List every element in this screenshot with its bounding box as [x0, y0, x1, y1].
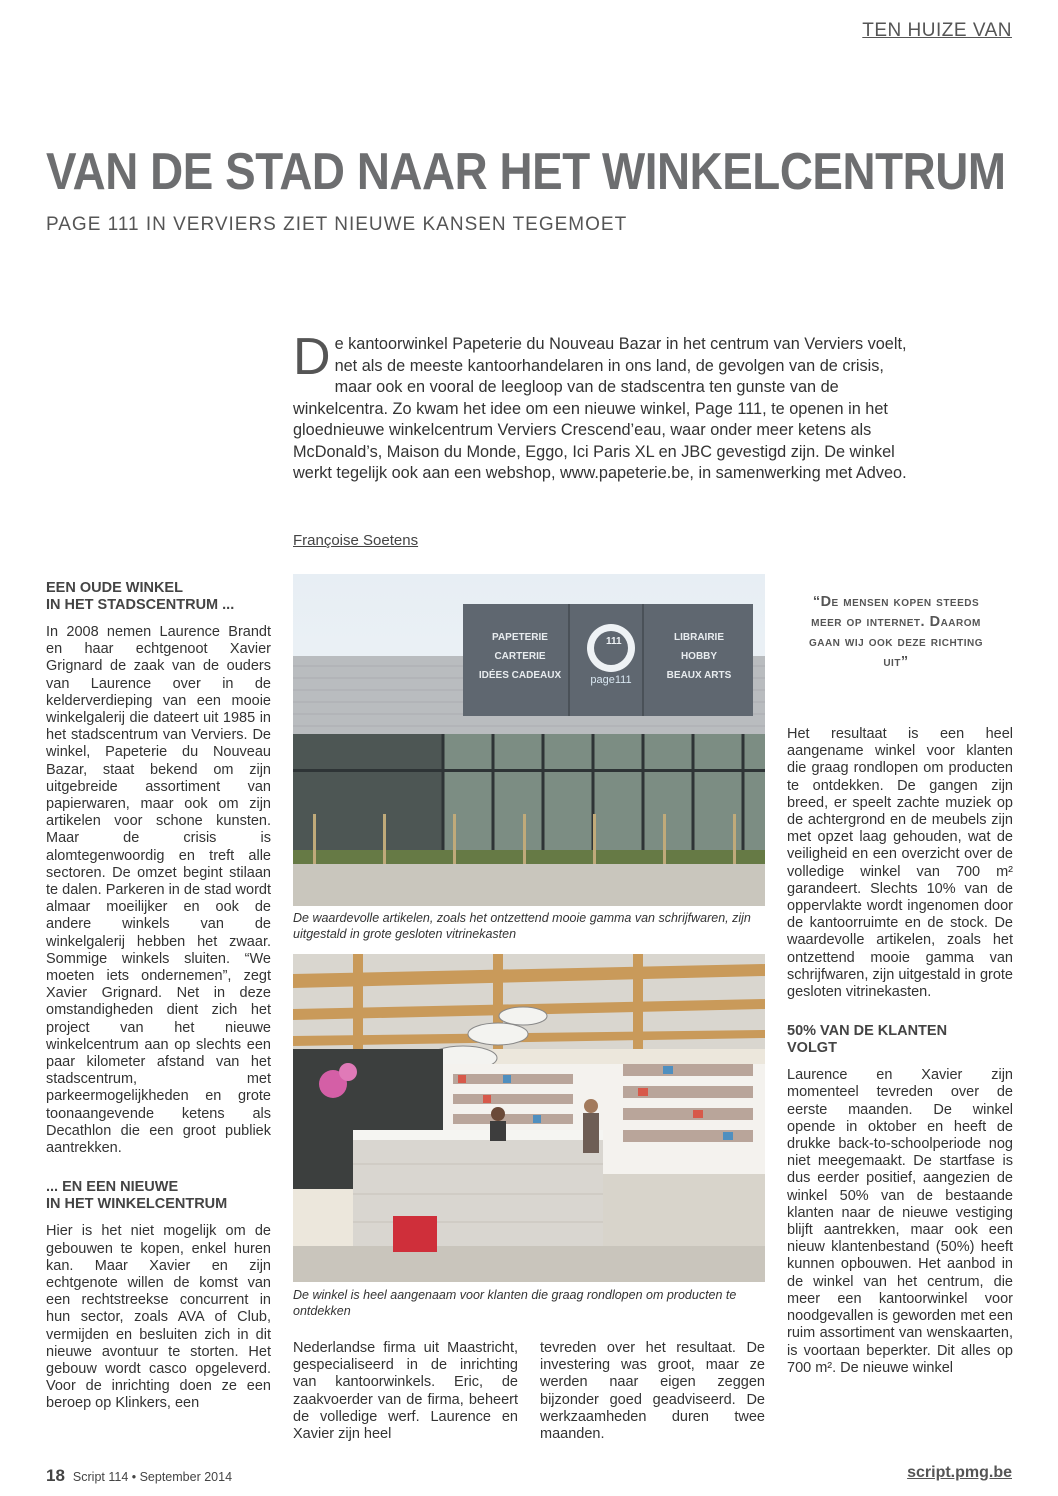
storefront-photo — [293, 574, 765, 906]
intro-text: e kantoorwinkel Papeterie du Nouveau Bazar in het centrum van Verviers voelt, net als de meeste kantoorhandelaren in ons land, de gevolgen van de crisis, maar ook en vooral de leegloop van de stadscentra ten gunste van de winkelcentra. Zo kwam het idee om een nieuwe winkel, Page 111, te openen in het gloednieuwe winkelcentrum Verviers Crescend’eau, waar onder meer ketens als McDonald’s, Maison du Monde, Eggo, Ici Paris XL en JBC gevestigd zijn. De winkel werkt tegelijk ook aan een webshop, www.papeterie.be, in samenwerking met Adveo. — [293, 335, 907, 482]
headline: VAN DE STAD NAAR HET WINKELCENTRUM — [46, 143, 1006, 201]
sign-text: CARTERIE — [494, 651, 546, 662]
sign-text: IDÉES CADEAUX — [478, 670, 562, 681]
photo-caption-1: De waardevolle artikelen, zoals het ontzettend mooie gamma van schrijfwaren, zijn uitgestald in grote gesloten vitrinekasten — [293, 911, 751, 941]
author-byline: Françoise Soetens — [293, 532, 419, 549]
section-heading-2-line1: ... EN EEN NIEUWE — [46, 1179, 179, 1196]
section-heading-3-line1: 50% VAN DE KLANTEN — [787, 1023, 948, 1040]
dropcap: D — [293, 328, 331, 386]
footer-info — [46, 1466, 232, 1486]
publication-info: Script 114 • September 2014 — [72, 1470, 233, 1484]
section-label: TEN HUIZE VAN — [862, 20, 1012, 41]
sign-text: PAPETERIE — [492, 632, 548, 643]
sign-left — [477, 628, 563, 685]
sign-text: LIBRAIRIE — [674, 632, 724, 643]
logo-number: 111 — [606, 636, 622, 647]
section-heading-1-line1: EEN OUDE WINKEL — [46, 580, 183, 596]
section-heading-2-line2: IN HET WINKELCENTRUM — [46, 1196, 228, 1213]
intro-paragraph — [293, 328, 915, 485]
body-paragraph: Nederlandse firma uit Maastricht, gespecialiseerd in de inrichting van kantoorwinkels. Eric, de zaakvoerder van de firma, beheert de volledige werf. Laurence en Xavier zijn heel — [293, 1340, 518, 1443]
interior-photo — [293, 954, 765, 1282]
website-link[interactable]: script.pmg.be — [907, 1464, 1012, 1481]
body-paragraph: Laurence en Xavier zijn momenteel tevreden over de eerste maanden. De winkel opende in oktober en heeft de drukke back-to-schoolperiode nog niet meegemaakt. De startfase is dus eerder positief, aangezien de winkel 50% van de bestaande klanten naar de nieuwe vestiging blijft aantrekken, maar ook een nieuw klantenbestand (50%) heeft kunnen opbouwen. Het aanbod in de winkel van het centrum, die meer een kantoorwinkel voor noodgevallen is geworden met een ruim assortiment van wenskaarten, is voortaan beperkter. Dit alles op 700 m². De nieuwe winkel — [787, 1067, 1013, 1376]
body-paragraph: In 2008 nemen Laurence Brandt en haar echtgenoot Xavier Grignard de zaak van de ouders van Laurence over in de kelderverdieping van een mooie winkelgalerij die dateert uit 1985 in het stadscentrum van Verviers. De winkel, Papeterie du Nouveau Bazar, staat bekend om zijn uitgebreide assortiment van papierwaren, maar ook om zijn artikelen voor schone kunsten. Maar de crisis is alomtegenwoordig en treft alle sectoren. De omzet begint stilaan te dalen. Parkeren in de stad wordt almaar moeilijker en ook de andere winkels van de winkelgalerij hebben het zwaar. Sommige winkels sluiten. “We moeten iets ondernemen”, zegt Xavier Grignard. Net in deze omstandigheden dient zich het project van het nieuwe winkelcentrum aan op slechts een paar kilometer afstand van het stadscentrum, met parkeermogelijkheden en grote toonaangevende ketens als Decathlon die een groot publiek aantrekken. — [46, 624, 271, 1157]
section-heading-2 — [46, 1179, 271, 1213]
sign-text: BEAUX ARTS — [666, 670, 732, 681]
left-column — [46, 580, 271, 1413]
pull-quote: “De mensen kopen steeds meer op internet. Daarom gaan wij ook deze richting uit” — [808, 594, 984, 670]
body-paragraph: Het resultaat is een heel aangename winkel voor klanten die graag rondlopen om producten te ontdekken. De gangen zijn breed, er speelt zachte muziek op de achtergrond en de meubels zijn met opzet laag gehouden, wat de veiligheid en een overzicht over de volledige winkel van 700 m² garandeert. Slechts 10% van de oppervlakte wordt ingenomen door de kantoorruimte en de stock. De waardevolle artikelen, zoals het ontzettend mooie gamma van schrijfwaren, zijn uitgestald in grote gesloten vitrinekasten. — [787, 726, 1013, 1001]
page-number: 18 — [46, 1466, 65, 1485]
logo-text: page111 — [590, 674, 632, 686]
right-column — [787, 726, 1013, 1377]
section-heading-3 — [787, 1023, 1013, 1057]
subheadline: PAGE 111 IN VERVIERS ZIET NIEUWE KANSEN TEGEMOET — [46, 214, 628, 235]
body-paragraph: tevreden over het resultaat. De investering was groot, maar ze werden naar eigen zeggen bijzonder goed geadviseerd. De werkzaamheden duren twee maanden. — [540, 1340, 765, 1443]
sign-text: HOBBY — [680, 651, 718, 662]
middle-column-1 — [293, 1340, 518, 1443]
section-heading-1-line2: IN HET STADSCENTRUM ... — [46, 597, 235, 613]
section-heading-1 — [46, 580, 271, 614]
sign-right — [649, 628, 749, 685]
photo-caption-2: De winkel is heel aangenaam voor klanten die graag rondlopen om producten te ontdekken — [293, 1288, 737, 1318]
section-heading-3-line2: VOLGT — [787, 1040, 837, 1057]
middle-column-2 — [540, 1340, 765, 1443]
body-paragraph: Hier is het niet mogelijk om de gebouwen te kopen, enkel huren kan. Maar Xavier en zijn echtgenote willen de komst van een rechtstreekse concurrent in hun sector, zoals AVA of Club, vermijden en besluiten zich in dit nieuwe avontuur te storten. Het gebouw wordt casco opgeleverd. Voor de inrichting doen ze een beroep op Klinkers, een — [46, 1223, 271, 1412]
